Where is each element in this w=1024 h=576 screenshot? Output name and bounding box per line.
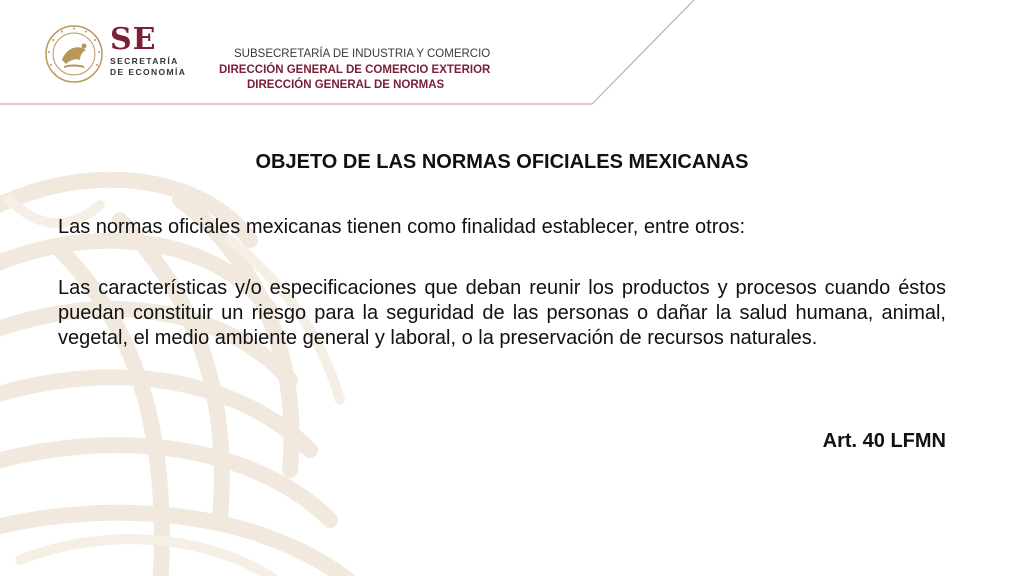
brand-wordmark (110, 24, 186, 78)
intro-paragraph: Las normas oficiales mexicanas tienen como finalidad establecer, entre otros: (58, 216, 746, 238)
direccion-comercio-heading: DIRECCIÓN GENERAL DE COMERCIO EXTERIOR (219, 64, 491, 76)
brand-name-line-2: DE ECONOMÍA (110, 67, 187, 77)
government-seal-logo (44, 24, 104, 84)
slide-title: OBJETO DE LAS NORMAS OFICIALES MEXICANAS (255, 151, 749, 173)
brand-abbreviation: SE (110, 22, 157, 57)
brand-name-line-1: SECRETARÍA (110, 56, 179, 66)
direccion-normas-heading: DIRECCIÓN GENERAL DE NORMAS (247, 79, 445, 91)
subsecretaria-heading: SUBSECRETARÍA DE INDUSTRIA Y COMERCIO (234, 48, 491, 60)
body-paragraph: Las características y/o especificaciones que deban reunir los productos y procesos cuando éstos puedan constituir un riesgo para la seguridad de las personas o dañar la salud humana, animal, vegetal, el medio ambiente general y laboral, o la preservación de recursos naturales. (58, 277, 946, 349)
legal-citation: Art. 40 LFMN (822, 430, 946, 452)
